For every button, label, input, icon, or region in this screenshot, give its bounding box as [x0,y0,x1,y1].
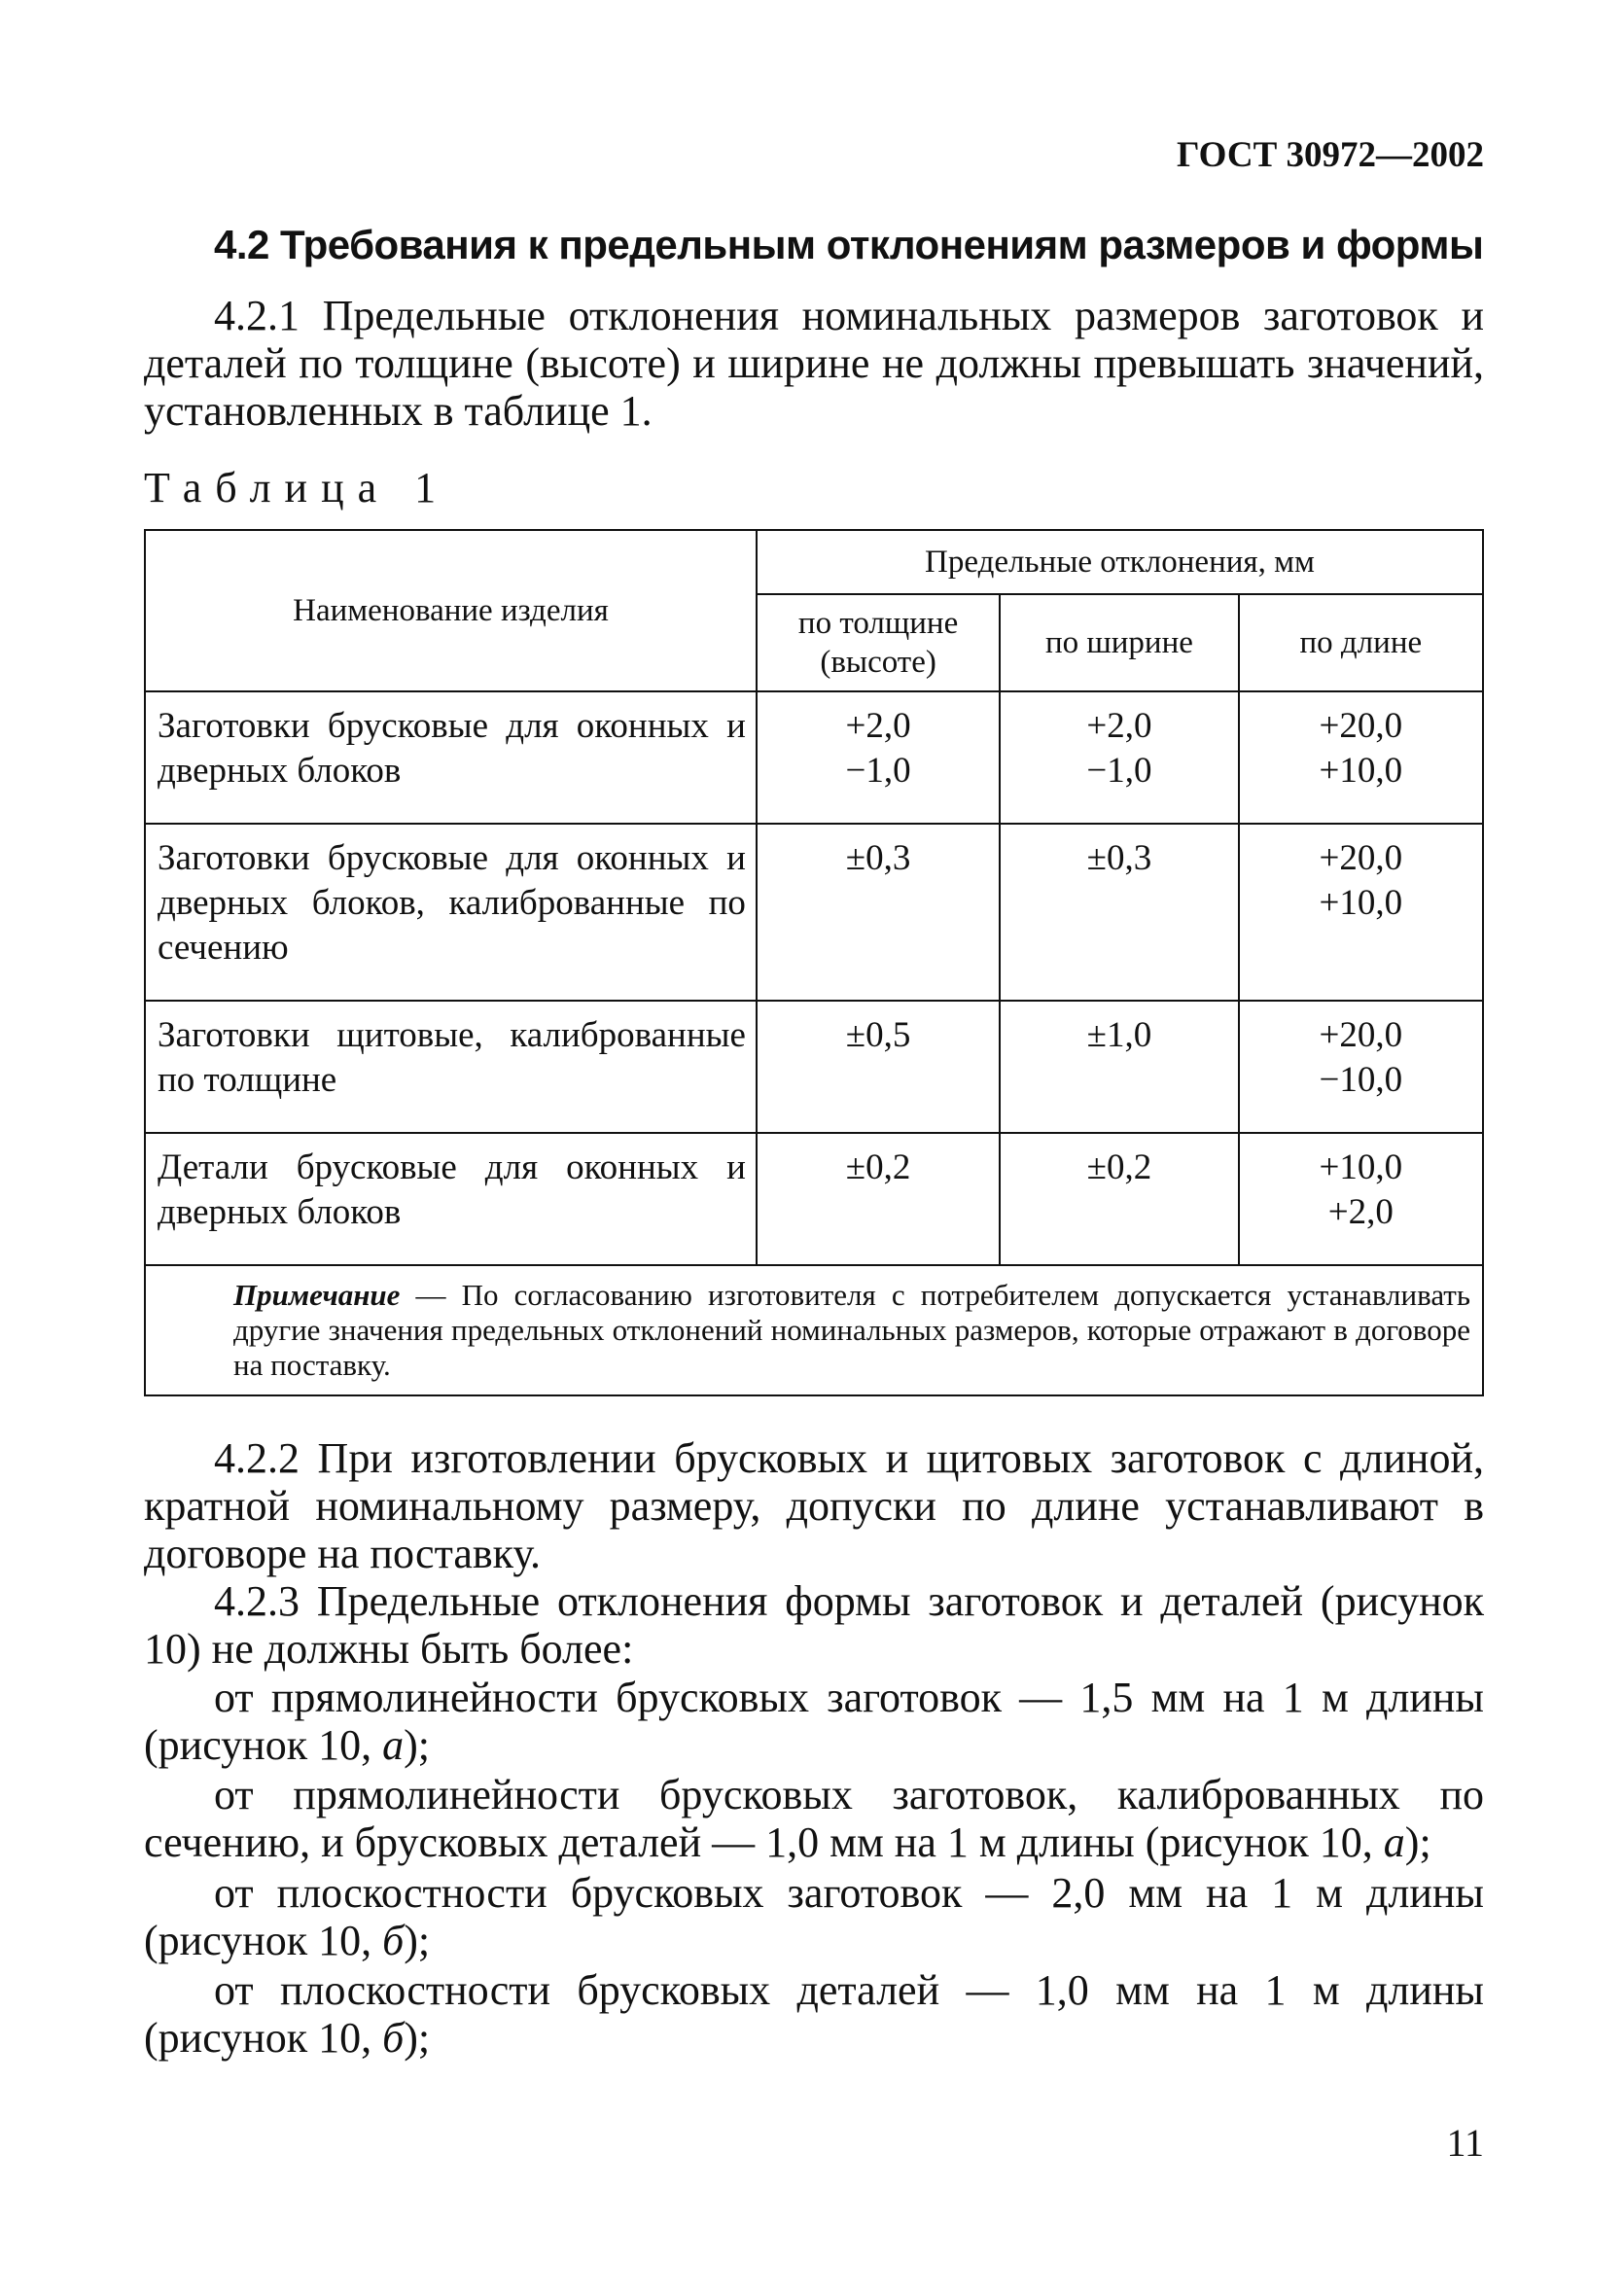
list-item-end: ); [404,2014,431,2062]
row-length: +20,0 +10,0 [1239,691,1483,824]
row-name: Заготовки брусковые для оконных и дверных блоков, калиброванные по сечению [145,824,757,1001]
row-width: ±0,3 [1000,824,1238,1001]
page-number: 11 [1446,2121,1484,2165]
list-item-text: от прямолинейности брусковых заготовок, калиброванных по сечению, и брусковых деталей — 1,0 мм на 1 м длины (рисунок 10, [144,1771,1484,1866]
note-text: — По согласованию изготовителя с потребителем допускается устанавливать другие значения предельных отклонений номинальных размеров, которые отражают в договоре на поставку. [233,1278,1470,1382]
list-item [144,1869,1484,1964]
figure-ref: а [382,1721,405,1769]
row-width: ±1,0 [1000,1001,1238,1133]
row-thickness: +2,0 −1,0 [757,691,1000,824]
note-label: Примечание [233,1278,401,1312]
row-thickness: ±0,3 [757,824,1000,1001]
list-item [144,1674,1484,1769]
list-item [144,1966,1484,2062]
list-item-end: ); [1404,1818,1431,1866]
row-name: Заготовки брусковые для оконных и дверных блоков [145,691,757,824]
list-item-end: ); [404,1721,430,1769]
figure-ref: б [382,1917,405,1964]
table-row [145,1133,1483,1265]
header-group: Предельные отклонения, мм [757,530,1483,594]
row-width: +2,0 −1,0 [1000,691,1238,824]
row-thickness: ±0,2 [757,1133,1000,1265]
paragraph-4-2-2 [144,1434,1484,1577]
figure-ref: а [1383,1818,1405,1866]
table-note-row [145,1265,1483,1395]
tolerance-table [144,529,1484,1396]
row-length: +20,0 +10,0 [1239,824,1483,1001]
section-heading: 4.2 Требования к предельным отклонениям размеров и формы [214,222,1484,267]
document-code: ГОСТ 30972—2002 [1177,135,1484,175]
header-col-length: по длине [1239,594,1483,691]
figure-ref: б [382,2014,405,2062]
paragraph-4-2-3 [144,1577,1484,1673]
row-name: Детали брусковые для оконных и дверных блоков [145,1133,757,1265]
paragraph-text: 4.2.2 При изготовлении брусковых и щитовых заготовок с длиной, кратной номинальному размеру, допуски по длине устанавливают в договоре на поставку. [144,1434,1484,1577]
document-page [144,0,1484,2294]
paragraph-4-2-1 [144,292,1484,435]
paragraph-text: 4.2.3 Предельные отклонения формы заготовок и деталей (рисунок 10) не должны быть более: [144,1577,1484,1673]
table-caption: Таблица 1 [144,464,450,512]
list-item-end: ); [404,1917,431,1964]
paragraph-text: 4.2.1 Предельные отклонения номинальных размеров заготовок и деталей по толщине (высоте) и ширине не должны превышать значений, установленных в таблице 1. [144,292,1484,435]
row-thickness: ±0,5 [757,1001,1000,1133]
row-length: +20,0 −10,0 [1239,1001,1483,1133]
header-col-thickness: по толщине (высоте) [757,594,1000,691]
row-name: Заготовки щитовые, калиброванные по толщине [145,1001,757,1133]
list-item-text: от плоскостности брусковых деталей — 1,0 мм на 1 м длины (рисунок 10, [144,1966,1484,2062]
table-row [145,691,1483,824]
table-row [145,1001,1483,1133]
header-col-width: по ширине [1000,594,1238,691]
list-item [144,1771,1484,1866]
list-item-text: от прямолинейности брусковых заготовок — 1,5 мм на 1 м длины (рисунок 10, [144,1674,1484,1769]
table-row [145,824,1483,1001]
row-width: ±0,2 [1000,1133,1238,1265]
header-name: Наименование изделия [145,530,757,691]
table-note [145,1265,1483,1395]
list-item-text: от плоскостности брусковых заготовок — 2,0 мм на 1 м длины (рисунок 10, [144,1869,1484,1964]
table-header-row [145,530,1483,594]
row-length: +10,0 +2,0 [1239,1133,1483,1265]
